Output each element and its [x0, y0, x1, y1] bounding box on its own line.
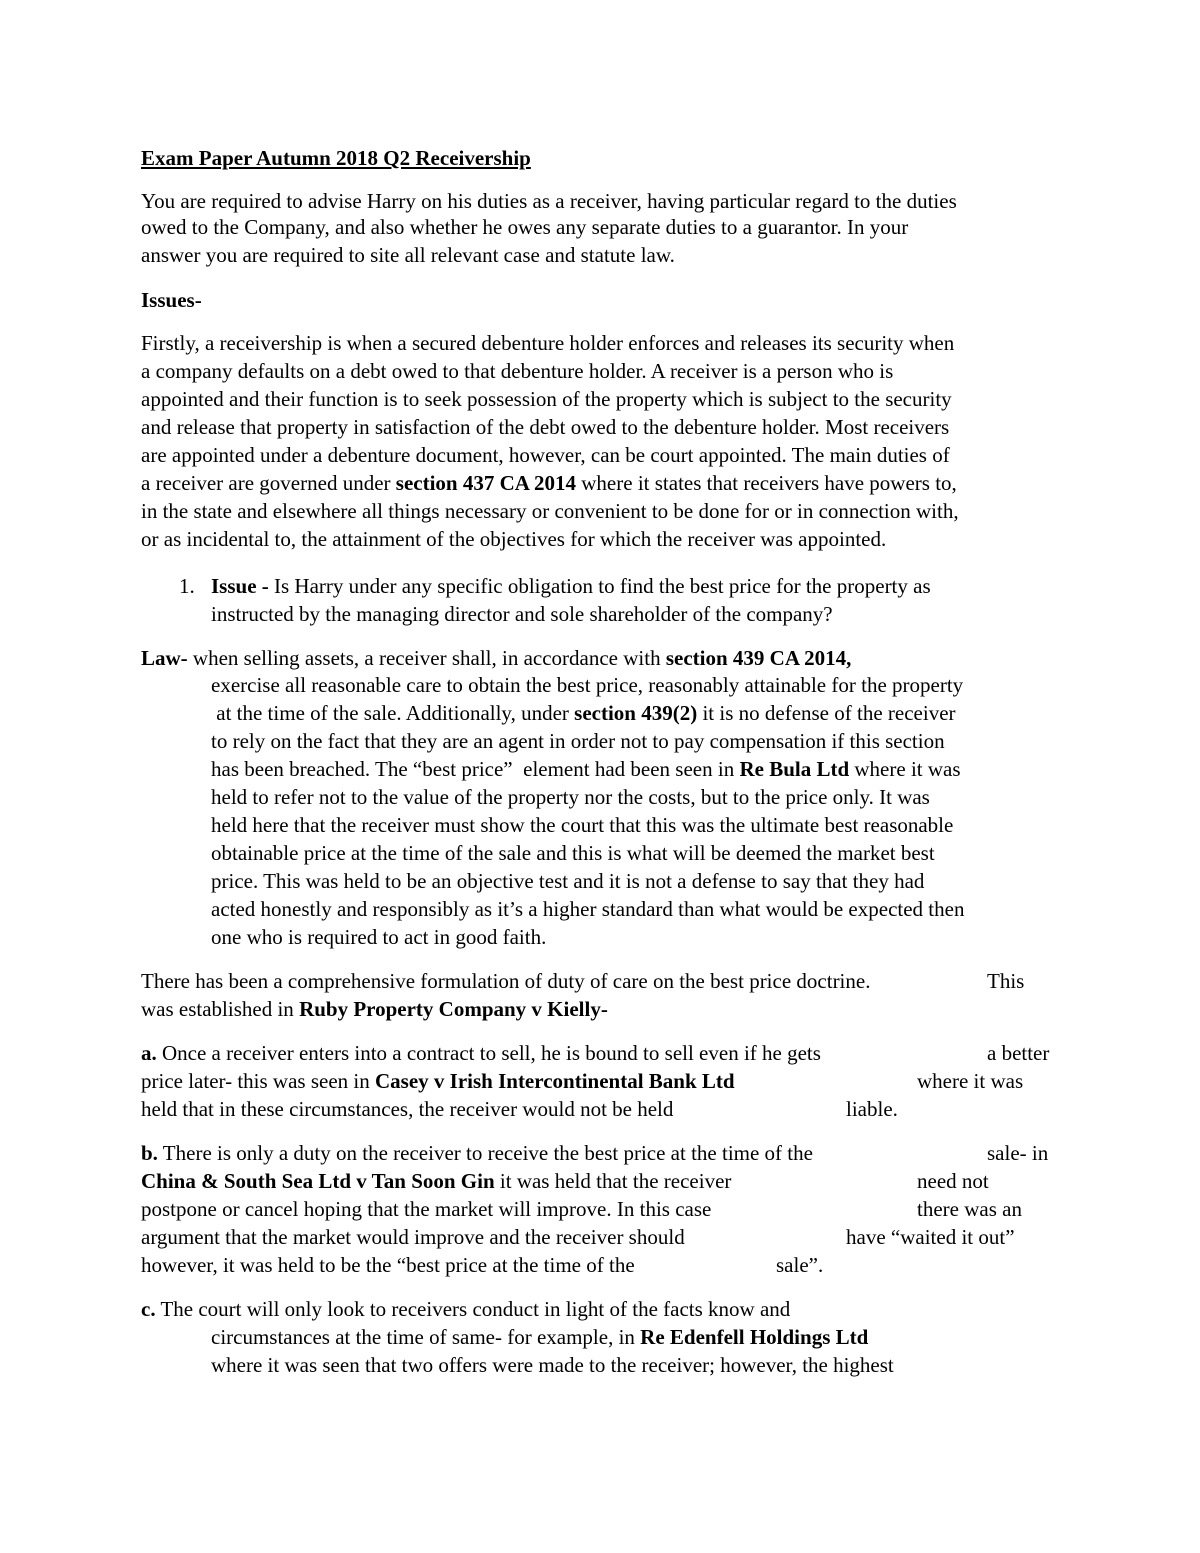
intro-line-1: You are required to advise Harry on his duties as a receiver, having particular regard to the duties — [141, 189, 957, 213]
statute-ref: section 439(2) — [574, 701, 698, 725]
point-b-line-3: postpone or cancel hoping that the market will improve. In this case — [141, 1197, 712, 1221]
point-b-line-1b: sale- in — [987, 1141, 1049, 1165]
intro-line-2: owed to the Company, and also whether he owes any separate duties to a guarantor. In your — [141, 215, 909, 239]
law-line-4: to rely on the fact that they are an agent in order not to pay compensation if this section — [211, 729, 945, 753]
point-b-line-4: argument that the market would improve and the receiver should — [141, 1225, 685, 1249]
document-title: Exam Paper Autumn 2018 Q2 Receivership — [141, 146, 531, 170]
point-a-line-3b: liable. — [846, 1097, 898, 1121]
law-line-7: held here that the receiver must show the court that this was the ultimate best reasonable — [211, 813, 954, 837]
statute-ref: section 437 CA 2014 — [395, 471, 577, 495]
para1-line-2: a company defaults on a debt owed to that debenture holder. A receiver is a person who is — [141, 359, 894, 383]
para1-line-8: or as incidental to, the attainment of the objectives for which the receiver was appointed. — [141, 527, 887, 551]
point-b-line-3b: there was an — [917, 1197, 1022, 1221]
law-line-8: obtainable price at the time of the sale and this is what will be deemed the market best — [211, 841, 935, 865]
issue1-number: 1. — [179, 574, 195, 598]
point-a-line-2: price later- this was seen in Casey v Irish Intercontinental Bank Ltd — [141, 1069, 735, 1093]
point-b-line-5: however, it was held to be the “best price at the time of the — [141, 1253, 635, 1277]
point-b-line-2c: need not — [917, 1169, 989, 1193]
para1-line-4: and release that property in satisfaction of the debt owed to the debenture holder. Most receivers — [141, 415, 950, 439]
law-line-3: at the time of the sale. Additionally, under section 439(2) it is no defense of the receiver — [211, 701, 956, 725]
para1-line-1: Firstly, a receivership is when a secured debenture holder enforces and releases its security when — [141, 331, 955, 355]
point-b-line-2: China & South Sea Ltd v Tan Soon Gin it was held that the receiver — [141, 1169, 732, 1193]
para1-line-7: in the state and elsewhere all things necessary or convenient to be done for or in connection with, — [141, 499, 959, 523]
law-line-10: acted honestly and responsibly as it’s a higher standard than what would be expected then — [211, 897, 965, 921]
case-ref: Re Bula Ltd — [739, 757, 850, 781]
case-ref: Casey v Irish Intercontinental Bank Ltd — [375, 1069, 735, 1093]
point-c-line-1: c. The court will only look to receivers conduct in light of the facts know and — [141, 1297, 791, 1321]
issue1-line-1: Issue - Is Harry under any specific obligation to find the best price for the property as — [211, 574, 931, 598]
para1-line-3: appointed and their function is to seek possession of the property which is subject to the security — [141, 387, 952, 411]
point-b-line-1: b. There is only a duty on the receiver to receive the best price at the time of the — [141, 1141, 813, 1165]
para2-line-1a: There has been a comprehensive formulation of duty of care on the best price doctrine. — [141, 969, 871, 993]
point-b-line-4b: have “waited it out” — [846, 1225, 1015, 1249]
law-line-2: exercise all reasonable care to obtain the best price, reasonably attainable for the property — [211, 673, 964, 697]
law-line-5: has been breached. The “best price” element had been seen in Re Bula Ltd where it was — [211, 757, 961, 781]
para1-line-6: a receiver are governed under section 437 CA 2014 where it states that receivers have powers to, — [141, 471, 957, 495]
law-line-1: Law- when selling assets, a receiver shall, in accordance with section 439 CA 2014, — [141, 646, 852, 670]
point-a-line-2c: where it was — [917, 1069, 1024, 1093]
issues-heading: Issues- — [141, 288, 202, 312]
point-a-line-1b: a better — [987, 1041, 1050, 1065]
case-ref: Re Edenfell Holdings Ltd — [640, 1325, 869, 1349]
law-line-11: one who is required to act in good faith. — [211, 925, 547, 949]
point-c-line-3: where it was seen that two offers were made to the receiver; however, the highest — [211, 1353, 894, 1377]
case-ref: Ruby Property Company v Kielly- — [299, 997, 608, 1021]
law-line-6: held to refer not to the value of the property nor the costs, but to the price only. It was — [211, 785, 930, 809]
point-a-line-3: held that in these circumstances, the receiver would not be held — [141, 1097, 674, 1121]
point-a-line-1: a. Once a receiver enters into a contract to sell, he is bound to sell even if he gets — [141, 1041, 821, 1065]
statute-ref: section 439 CA 2014, — [665, 646, 852, 670]
para2-line-1b: This — [987, 969, 1025, 993]
issue1-line-2: instructed by the managing director and sole shareholder of the company? — [211, 602, 833, 626]
intro-line-3: answer you are required to site all relevant case and statute law. — [141, 243, 675, 267]
para2-line-2: was established in Ruby Property Company v Kielly- — [141, 997, 608, 1021]
point-b-line-5b: sale”. — [776, 1253, 824, 1277]
point-c-line-2: circumstances at the time of same- for example, in Re Edenfell Holdings Ltd — [211, 1325, 869, 1349]
case-ref: China & South Sea Ltd v Tan Soon Gin — [141, 1169, 495, 1193]
para1-line-5: are appointed under a debenture document, however, can be court appointed. The main duties of — [141, 443, 950, 467]
law-line-9: price. This was held to be an objective test and it is not a defense to say that they had — [211, 869, 925, 893]
